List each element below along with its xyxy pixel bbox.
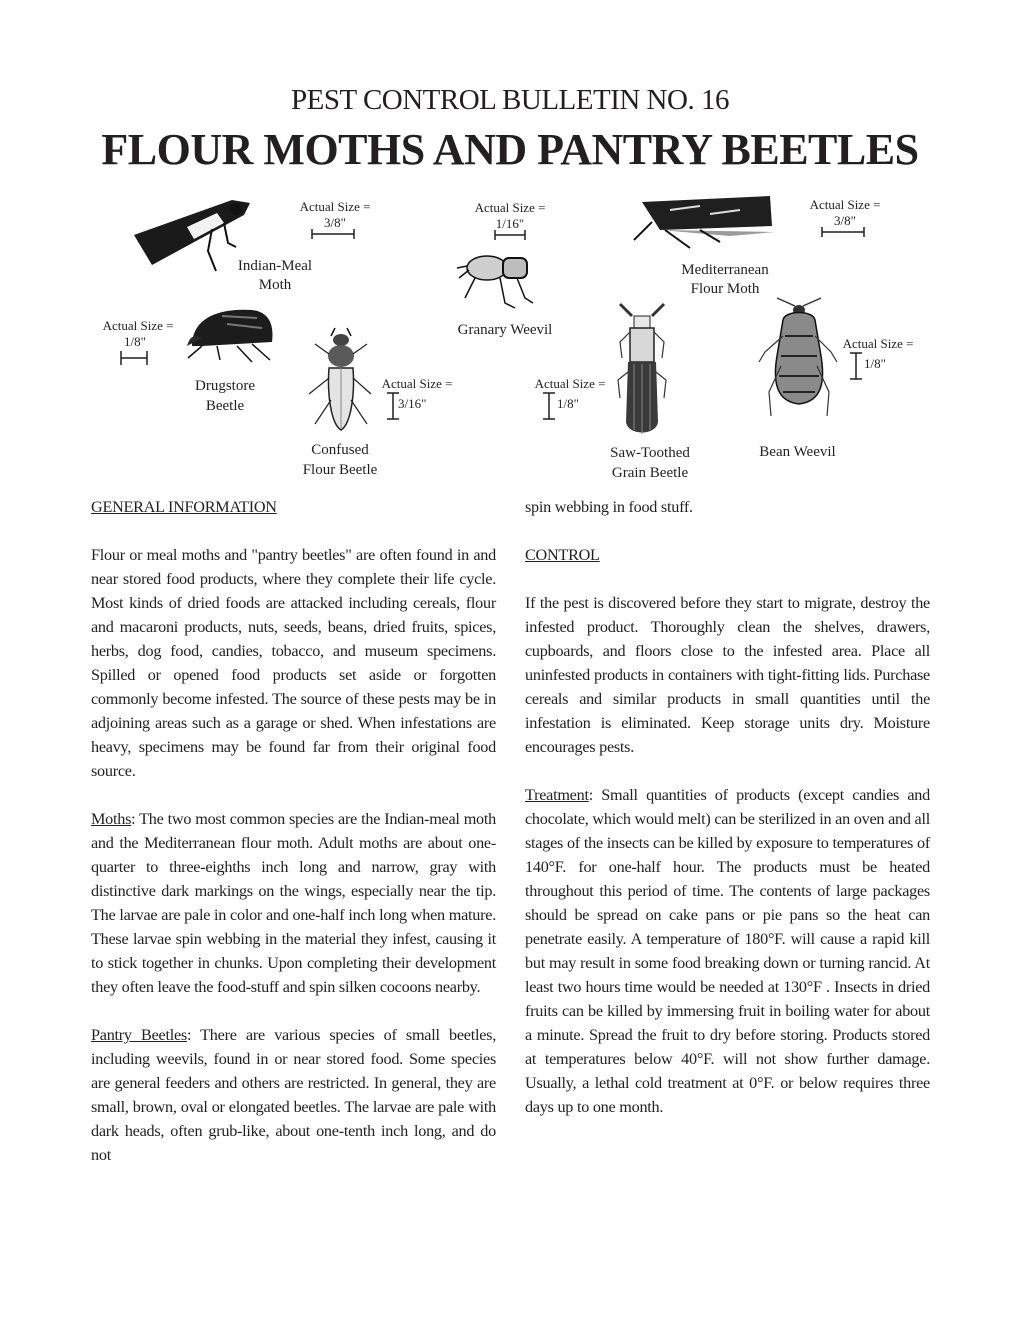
treatment-label: Treatment — [525, 786, 589, 804]
scale-bar-icon — [542, 392, 556, 420]
actual-size-label: Actual Size = — [381, 376, 453, 391]
actual-size-value: 3/8" — [834, 213, 856, 228]
pest-name: Flour Beetle — [302, 462, 378, 478]
scale-bar-icon — [494, 229, 526, 241]
actual-size-value: 1/8" — [557, 396, 579, 411]
general-information-paragraph: Flour or meal moths and "pantry beetles" are often found in and near stored food products, where they complete their life cycle. Most kinds of dried foods are attacked including cereals, flour and macaroni products, nuts, seeds, beans, dried fruits, spices, herbs, dog food, candies, tobacco, and museum specimens. Spilled or opened food products set aside or forgotten commonly become infested. The source of these pests may be in adjoining areas such as a garage or shed. When infestations are heavy, specimens may be found far from their original food source. — [91, 546, 496, 780]
moths-text: : The two most common species are the Indian-meal moth and the Mediterranean flour moth. Adult moths are about one-quarter to three-eighths inch long and narrow, gray with distinctive dark markings on the wings, especially near the tip. The larvae are pale in color and one-half inch long when mature. These larvae spin webbing in the material they infest, causing it to stick together in chunks. Upon completing their development they often leave the food-stuff and spin silken cocoons nearby. — [91, 810, 496, 996]
pest-name: Grain Beetle — [611, 465, 689, 481]
mediterranean-flour-moth-illustration — [630, 192, 780, 252]
granary-weevil-illustration — [455, 248, 535, 313]
scale-bar-icon — [849, 352, 863, 380]
pest-name: Saw-Toothed — [610, 445, 690, 461]
pest-name: Moth — [258, 277, 292, 293]
pest-name: Indian-Meal — [237, 258, 313, 274]
pest-name: Confused — [311, 442, 369, 458]
section-heading-control: CONTROL — [525, 546, 600, 564]
actual-size-value: 3/16" — [398, 396, 427, 411]
pest-name: Flour Moth — [690, 281, 760, 297]
actual-size-label: Actual Size = — [474, 200, 546, 215]
actual-size-value: 1/8" — [124, 334, 146, 349]
actual-size-label: Actual Size = — [102, 318, 174, 333]
pest-name: Drugstore — [195, 378, 255, 394]
left-column — [91, 495, 496, 1191]
actual-size-label: Actual Size = — [299, 199, 371, 214]
saw-toothed-grain-beetle-illustration — [612, 302, 672, 442]
pest-name: Beetle — [205, 398, 245, 414]
treatment-paragraph — [525, 783, 930, 1119]
right-column — [525, 495, 930, 1143]
pantry-beetles-continued: spin webbing in food stuff. — [525, 498, 693, 516]
control-paragraph: If the pest is discovered before they start to migrate, destroy the infested product. Thoroughly clean the shelves, drawers, cupboards, and floors close to the infested area. Place all uninfested products in containers with tight-fitting lids. Purchase cereals and similar products in small quantities until the infestation is eliminated. Keep storage units dry. Moisture encourages pests. — [525, 594, 930, 756]
confused-flour-beetle-illustration — [305, 324, 375, 434]
pantry-beetles-label: Pantry Beetles — [91, 1026, 187, 1044]
scale-bar-icon — [120, 350, 148, 366]
pest-name: Bean Weevil — [759, 444, 836, 460]
actual-size-label: Actual Size = — [534, 376, 606, 391]
bulletin-number: PEST CONTROL BULLETIN NO. 16 — [291, 84, 729, 116]
treatment-text: : Small quantities of products (except candies and chocolate, which would melt) can be sterilized in an oven and all stages of the insects can be killed by exposure to temperatures of 140°F. for one-half hour. The products must be heated throughout this period of time. The contents of large packages should be spread on cake pans or pie pans so the heat can penetrate easily. A temperature of 180°F. will cause a rapid kill but may result in some food breaking down or turning rancid. At least two hours time would be needed at 130°F . Insects in dried fruits can be killed by immersing fruit in boiling water for about a minute. Spread the fruit to dry before storing. Products stored at temperatures below 40°F. will not show further damage. Usually, a lethal cold treatment at 0°F. or below requires three days up to one month. — [525, 786, 930, 1116]
section-heading-general-information: GENERAL INFORMATION — [91, 498, 277, 516]
actual-size-value: 1/16" — [495, 216, 525, 231]
actual-size-label: Actual Size = — [842, 336, 914, 351]
drugstore-beetle-illustration — [182, 306, 277, 366]
pantry-beetles-text: : There are various species of small beetles, including weevils, found in or near stored food. Some species are general feeders and others are restricted. In general, they are small, brown, oval or elongated beetles. The larvae are pale with dark heads, often grub-like, about one-tenth inch long, and do not — [91, 1026, 496, 1164]
actual-size-value: 1/8" — [864, 356, 886, 371]
actual-size-label: Actual Size = — [809, 197, 881, 212]
pest-name: Mediterranean — [681, 262, 769, 278]
scale-bar-icon — [311, 228, 355, 240]
scale-bar-icon — [821, 226, 865, 238]
pest-name: Granary Weevil — [457, 322, 553, 338]
moths-paragraph — [91, 807, 496, 999]
bean-weevil-illustration — [755, 296, 845, 426]
moths-label: Moths — [91, 810, 132, 828]
actual-size-value: 3/8" — [324, 215, 346, 230]
pantry-beetles-paragraph — [91, 1023, 496, 1167]
page-title: FLOUR MOTHS AND PANTRY BEETLES — [101, 125, 919, 174]
